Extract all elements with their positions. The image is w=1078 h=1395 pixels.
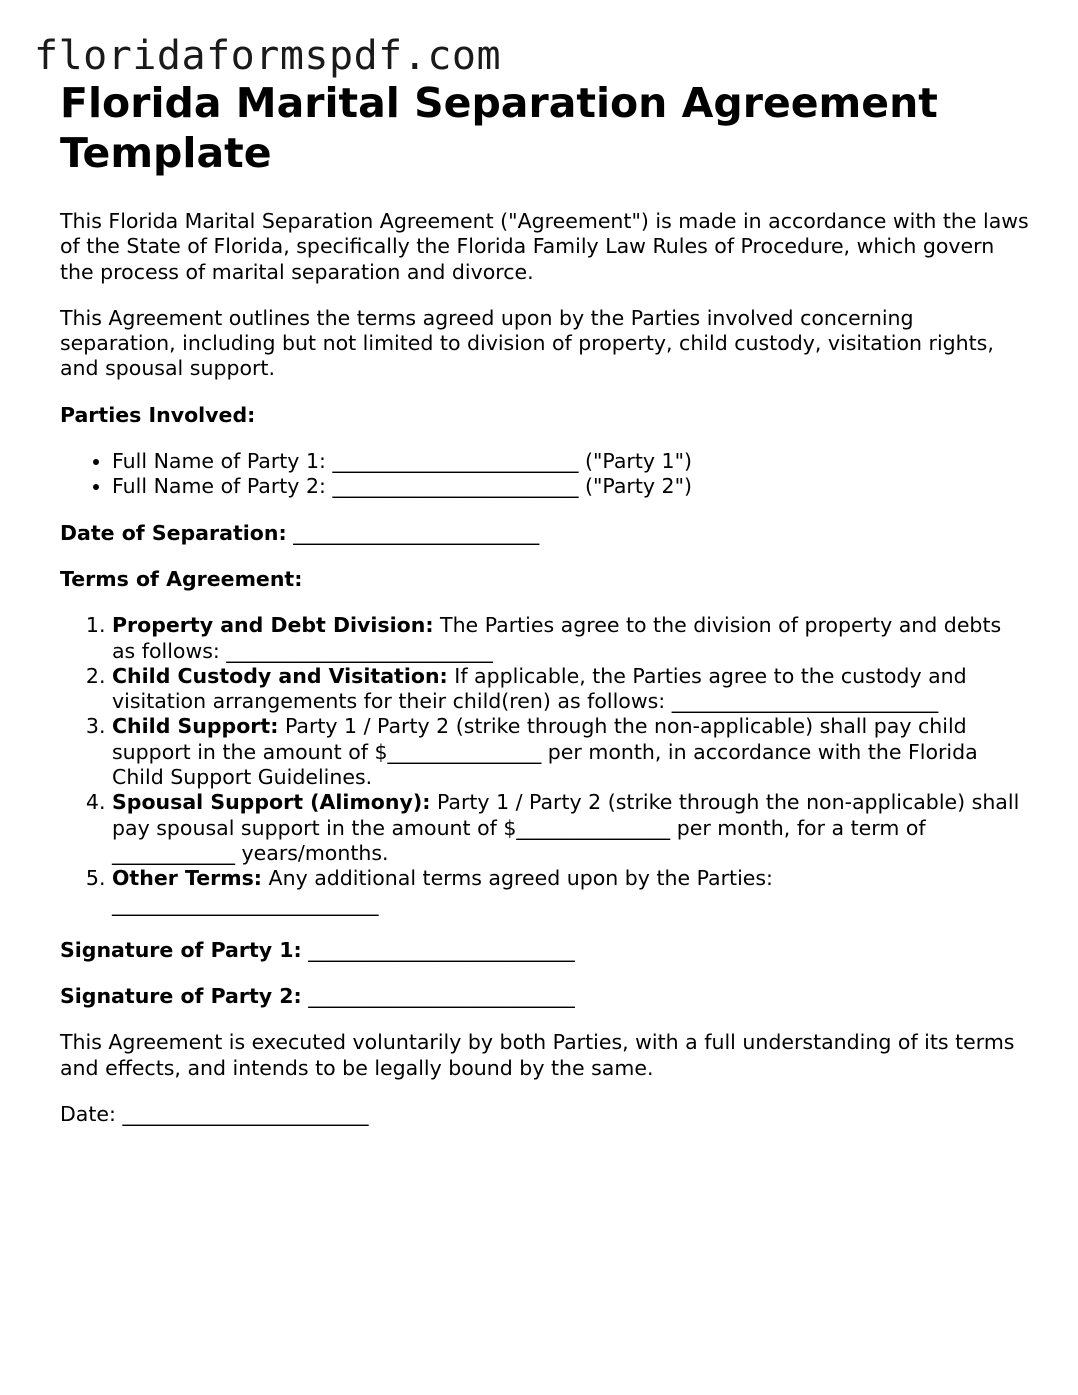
term-title: Property and Debt Division: bbox=[112, 613, 434, 638]
term-title: Child Support: bbox=[112, 714, 279, 739]
party-2-name-field[interactable]: ________________________ bbox=[332, 474, 579, 499]
signature-party-1-line bbox=[60, 938, 1030, 963]
party-2-item bbox=[112, 474, 1030, 499]
closing-paragraph: This Agreement is executed voluntarily by both Parties, with a full understanding of its terms and effects, and intends to be legally bound by the same. bbox=[60, 1030, 1015, 1080]
date-of-separation-field[interactable]: ________________________ bbox=[293, 520, 540, 545]
term-child-support bbox=[112, 714, 1030, 790]
term-title: Other Terms: bbox=[112, 866, 263, 891]
party-1-name-field[interactable]: ________________________ bbox=[332, 449, 579, 474]
date-line bbox=[60, 1102, 1030, 1127]
term-title: Child Custody and Visitation: bbox=[112, 663, 448, 688]
date-of-separation-line bbox=[60, 521, 1030, 546]
date-label: Date: bbox=[60, 1102, 116, 1127]
signature-party-1-label: Signature of Party 1: bbox=[60, 937, 302, 962]
watermark-text: floridaformspdf.com bbox=[34, 33, 502, 79]
date-field[interactable]: ________________________ bbox=[122, 1102, 369, 1127]
intro-paragraph-1: This Florida Marital Separation Agreement ("Agreement") is made in accordance with the laws of the State of Florida, specifically the Florida Family Law Rules of Procedure, which govern the process of marital separation and divorce. bbox=[60, 209, 1029, 284]
document-body bbox=[60, 78, 1030, 1148]
party-1-item bbox=[112, 449, 1030, 474]
term-title: Spousal Support (Alimony): bbox=[112, 790, 431, 815]
signature-party-1-field[interactable]: __________________________ bbox=[308, 937, 575, 962]
term-spousal-support bbox=[112, 790, 1030, 866]
term-text: Party 1 / Party 2 (strike through the non-applicable) shall pay spousal support in the amount of $_______________ per month, for a term of ____________ years/months. bbox=[112, 790, 1020, 865]
parties-list bbox=[60, 449, 1030, 500]
term-other bbox=[112, 866, 1030, 917]
intro-paragraph-2: This Agreement outlines the terms agreed upon by the Parties involved concerning separation, including but not limited to division of property, child custody, visitation rights, and spousal support. bbox=[60, 305, 994, 381]
party-2-label: Full Name of Party 2: bbox=[112, 474, 326, 499]
date-of-separation-label: Date of Separation: bbox=[60, 520, 287, 545]
party-2-suffix: ("Party 2") bbox=[584, 474, 692, 499]
signature-party-2-line bbox=[60, 984, 1030, 1009]
party-1-label: Full Name of Party 1: bbox=[112, 449, 326, 474]
signature-party-2-label: Signature of Party 2: bbox=[60, 984, 302, 1009]
party-1-suffix: ("Party 1") bbox=[584, 449, 692, 474]
term-text: If applicable, the Parties agree to the custody and visitation arrangements for their child(ren) as follows: __________________________ bbox=[112, 663, 967, 714]
page-title: Florida Marital Separation Agreement Template bbox=[60, 79, 938, 177]
term-text: Party 1 / Party 2 (strike through the non-applicable) shall pay child support in the amount of $_______________ per month, in accordance with the Florida Child Support Guidelines. bbox=[112, 714, 978, 790]
signature-party-2-field[interactable]: __________________________ bbox=[308, 984, 575, 1009]
term-child-custody bbox=[112, 664, 1030, 715]
term-property-debt bbox=[112, 613, 1030, 664]
terms-heading: Terms of Agreement: bbox=[60, 566, 303, 591]
parties-heading: Parties Involved: bbox=[60, 402, 256, 427]
term-text: Any additional terms agreed upon by the Parties: __________________________ bbox=[112, 866, 773, 916]
term-text: The Parties agree to the division of property and debts as follows: __________________________ bbox=[112, 613, 1002, 663]
terms-list bbox=[60, 613, 1030, 917]
